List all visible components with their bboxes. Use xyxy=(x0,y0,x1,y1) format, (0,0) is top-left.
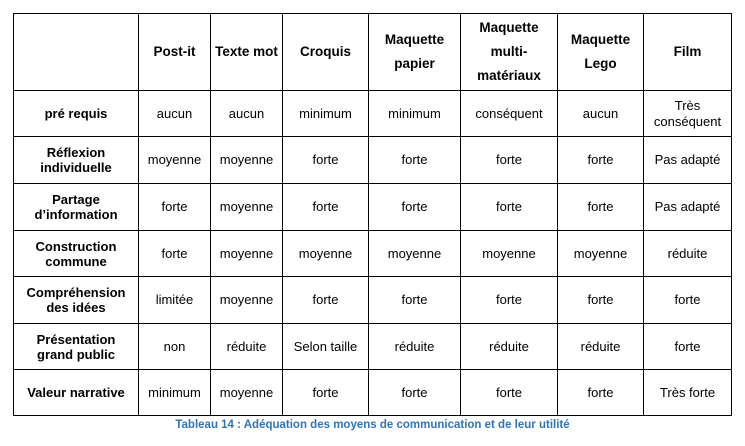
table-row xyxy=(14,91,732,137)
table-cell: forte xyxy=(558,277,644,324)
table-row xyxy=(14,231,732,277)
row-label: Valeur narrative xyxy=(14,370,139,416)
table-caption: Tableau 14 : Adéquation des moyens de communication et de leur utilité xyxy=(175,419,570,431)
table-cell: aucun xyxy=(211,91,283,137)
table-cell: moyenne xyxy=(461,231,558,277)
table-cell: Selon taille xyxy=(283,324,369,370)
table-cell: forte xyxy=(369,370,461,416)
table-cell: moyenne xyxy=(211,184,283,231)
table-cell: forte xyxy=(369,184,461,231)
table-row xyxy=(14,370,732,416)
table-cell: réduite xyxy=(369,324,461,370)
header-cell-empty xyxy=(14,14,139,91)
table-cell: réduite xyxy=(461,324,558,370)
table-cell: forte xyxy=(283,277,369,324)
row-label: Partage d’information xyxy=(14,184,139,231)
table-cell: Très forte xyxy=(644,370,732,416)
table-cell: réduite xyxy=(644,231,732,277)
table-cell: forte xyxy=(461,277,558,324)
table-cell: forte xyxy=(369,137,461,184)
header-row xyxy=(14,14,732,91)
table-cell: forte xyxy=(644,277,732,324)
table-cell: non xyxy=(139,324,211,370)
table-cell: moyenne xyxy=(369,231,461,277)
header-cell-film: Film xyxy=(644,14,732,91)
table-cell: réduite xyxy=(558,324,644,370)
table-cell: minimum xyxy=(369,91,461,137)
table-cell: moyenne xyxy=(211,277,283,324)
header-cell-croquis: Croquis xyxy=(283,14,369,91)
table-cell: moyenne xyxy=(211,231,283,277)
table-cell: forte xyxy=(139,231,211,277)
row-label: pré requis xyxy=(14,91,139,137)
row-label: Réflexion individuelle xyxy=(14,137,139,184)
table-row xyxy=(14,184,732,231)
row-label: Compréhension des idées xyxy=(14,277,139,324)
comparison-table xyxy=(13,13,732,416)
table-cell: forte xyxy=(139,184,211,231)
table-cell: moyenne xyxy=(283,231,369,277)
table-row xyxy=(14,277,732,324)
table-cell: conséquent xyxy=(461,91,558,137)
table-cell: forte xyxy=(461,137,558,184)
table-cell: minimum xyxy=(283,91,369,137)
table-cell: réduite xyxy=(211,324,283,370)
table-cell: forte xyxy=(461,370,558,416)
table-cell: moyenne xyxy=(211,137,283,184)
table-cell: forte xyxy=(283,137,369,184)
table-cell: forte xyxy=(369,277,461,324)
table-cell: Pas adapté xyxy=(644,137,732,184)
header-cell-maquette-multi-materiaux: Maquette multi-matériaux xyxy=(461,14,558,91)
table-cell: forte xyxy=(558,137,644,184)
table-cell: forte xyxy=(283,370,369,416)
table-cell: moyenne xyxy=(558,231,644,277)
header-cell-post-it: Post-it xyxy=(139,14,211,91)
table-cell: Très conséquent xyxy=(644,91,732,137)
row-label: Construction commune xyxy=(14,231,139,277)
table-cell: forte xyxy=(558,370,644,416)
table-row xyxy=(14,137,732,184)
table-cell: limitée xyxy=(139,277,211,324)
table-cell: Pas adapté xyxy=(644,184,732,231)
table-cell: aucun xyxy=(139,91,211,137)
header-cell-texte-mot: Texte mot xyxy=(211,14,283,91)
table-cell: moyenne xyxy=(139,137,211,184)
table-cell: forte xyxy=(461,184,558,231)
table-cell: aucun xyxy=(558,91,644,137)
header-cell-maquette-lego: Maquette Lego xyxy=(558,14,644,91)
row-label: Présentation grand public xyxy=(14,324,139,370)
table-cell: forte xyxy=(283,184,369,231)
table-cell: minimum xyxy=(139,370,211,416)
header-cell-maquette-papier: Maquette papier xyxy=(369,14,461,91)
table-cell: forte xyxy=(558,184,644,231)
table-cell: moyenne xyxy=(211,370,283,416)
table-cell: forte xyxy=(644,324,732,370)
table-row xyxy=(14,324,732,370)
